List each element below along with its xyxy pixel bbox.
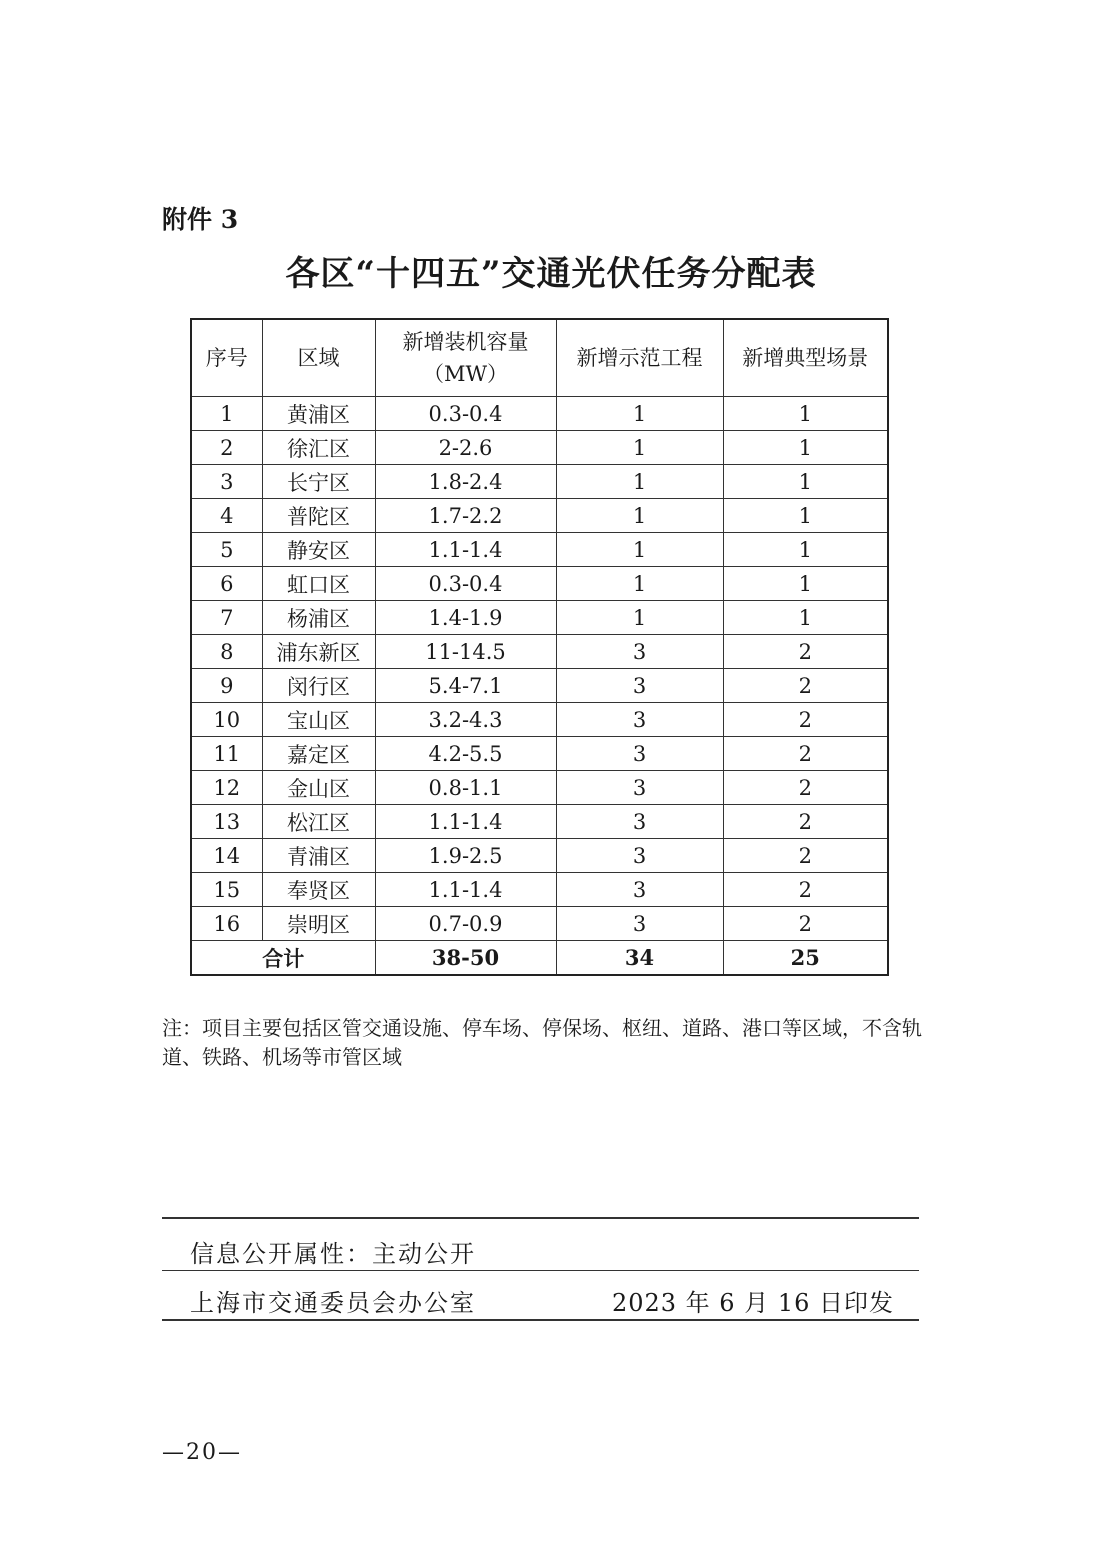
cell-district: 长宁区	[262, 465, 375, 499]
allocation-table	[190, 318, 889, 976]
cell-demo: 3	[556, 907, 723, 941]
cell-demo: 3	[556, 635, 723, 669]
cell-index: 12	[191, 771, 262, 805]
table-row	[191, 567, 888, 601]
cell-index: 4	[191, 499, 262, 533]
header-district: 区域	[262, 319, 375, 397]
cell-index: 14	[191, 839, 262, 873]
cell-demo: 3	[556, 805, 723, 839]
cell-demo: 1	[556, 465, 723, 499]
cell-demo: 1	[556, 601, 723, 635]
cell-index: 3	[191, 465, 262, 499]
table-row	[191, 601, 888, 635]
page-number: —20—	[162, 1440, 242, 1465]
table-row	[191, 805, 888, 839]
table-row	[191, 839, 888, 873]
table-row	[191, 703, 888, 737]
cell-scenes: 2	[723, 771, 888, 805]
issue-date: 2023 年 6 月 16 日印发	[611, 1289, 894, 1317]
cell-demo: 3	[556, 669, 723, 703]
cell-scenes: 2	[723, 737, 888, 771]
table-row	[191, 907, 888, 941]
disclosure-attribute: 信息公开属性：主动公开	[190, 1240, 476, 1268]
cell-district: 闵行区	[262, 669, 375, 703]
cell-capacity: 1.7-2.2	[375, 499, 556, 533]
table-row	[191, 873, 888, 907]
cell-scenes: 1	[723, 465, 888, 499]
cell-capacity: 3.2-4.3	[375, 703, 556, 737]
cell-index: 1	[191, 397, 262, 431]
cell-district: 嘉定区	[262, 737, 375, 771]
total-label: 合计	[191, 941, 375, 976]
cell-capacity: 11-14.5	[375, 635, 556, 669]
cell-capacity: 2-2.6	[375, 431, 556, 465]
cell-district: 青浦区	[262, 839, 375, 873]
cell-demo: 1	[556, 431, 723, 465]
cell-capacity: 0.7-0.9	[375, 907, 556, 941]
cell-scenes: 1	[723, 567, 888, 601]
table-note: 注：项目主要包括区管交通设施、停车场、停保场、枢纽、道路、港口等区域，不含轨道、铁路、机场等市管区域	[162, 1016, 922, 1069]
cell-capacity: 0.3-0.4	[375, 397, 556, 431]
cell-scenes: 2	[723, 873, 888, 907]
cell-scenes: 1	[723, 499, 888, 533]
footer-rule-top	[162, 1217, 919, 1219]
cell-demo: 3	[556, 839, 723, 873]
cell-district: 崇明区	[262, 907, 375, 941]
table-row	[191, 431, 888, 465]
cell-index: 16	[191, 907, 262, 941]
table-header-row	[191, 319, 888, 397]
cell-district: 普陀区	[262, 499, 375, 533]
cell-demo: 1	[556, 397, 723, 431]
cell-capacity: 4.2-5.5	[375, 737, 556, 771]
table-row	[191, 737, 888, 771]
cell-index: 9	[191, 669, 262, 703]
total-scenes: 25	[723, 941, 888, 976]
issuer: 上海市交通委员会办公室	[190, 1289, 476, 1317]
cell-scenes: 2	[723, 703, 888, 737]
table-row	[191, 499, 888, 533]
cell-index: 10	[191, 703, 262, 737]
cell-demo: 3	[556, 737, 723, 771]
cell-capacity: 1.1-1.4	[375, 873, 556, 907]
cell-capacity: 0.3-0.4	[375, 567, 556, 601]
cell-index: 6	[191, 567, 262, 601]
cell-demo: 1	[556, 499, 723, 533]
cell-scenes: 2	[723, 805, 888, 839]
cell-district: 静安区	[262, 533, 375, 567]
cell-index: 15	[191, 873, 262, 907]
cell-demo: 3	[556, 703, 723, 737]
cell-capacity: 0.8-1.1	[375, 771, 556, 805]
cell-capacity: 1.9-2.5	[375, 839, 556, 873]
cell-index: 5	[191, 533, 262, 567]
cell-capacity: 1.8-2.4	[375, 465, 556, 499]
cell-scenes: 2	[723, 635, 888, 669]
cell-demo: 3	[556, 873, 723, 907]
cell-district: 杨浦区	[262, 601, 375, 635]
cell-district: 奉贤区	[262, 873, 375, 907]
cell-index: 2	[191, 431, 262, 465]
cell-capacity: 1.1-1.4	[375, 805, 556, 839]
header-index: 序号	[191, 319, 262, 397]
cell-demo: 1	[556, 567, 723, 601]
total-demo: 34	[556, 941, 723, 976]
table-row	[191, 635, 888, 669]
cell-district: 松江区	[262, 805, 375, 839]
table-row	[191, 397, 888, 431]
header-demo-projects: 新增示范工程	[556, 319, 723, 397]
cell-district: 徐汇区	[262, 431, 375, 465]
cell-district: 虹口区	[262, 567, 375, 601]
cell-index: 8	[191, 635, 262, 669]
cell-capacity: 1.4-1.9	[375, 601, 556, 635]
footer-rule-bottom	[162, 1319, 919, 1321]
footer-rule-middle	[162, 1270, 919, 1271]
cell-capacity: 1.1-1.4	[375, 533, 556, 567]
cell-capacity: 5.4-7.1	[375, 669, 556, 703]
cell-district: 宝山区	[262, 703, 375, 737]
header-capacity: 新增装机容量 （MW）	[375, 319, 556, 397]
cell-index: 13	[191, 805, 262, 839]
cell-scenes: 2	[723, 839, 888, 873]
cell-scenes: 2	[723, 907, 888, 941]
cell-district: 金山区	[262, 771, 375, 805]
cell-scenes: 1	[723, 533, 888, 567]
cell-index: 11	[191, 737, 262, 771]
total-capacity: 38-50	[375, 941, 556, 976]
cell-index: 7	[191, 601, 262, 635]
cell-district: 黄浦区	[262, 397, 375, 431]
cell-demo: 1	[556, 533, 723, 567]
header-scenes: 新增典型场景	[723, 319, 888, 397]
table-row	[191, 771, 888, 805]
total-row	[191, 941, 888, 976]
cell-scenes: 1	[723, 601, 888, 635]
cell-demo: 3	[556, 771, 723, 805]
page-title: 各区“十四五”交通光伏任务分配表	[285, 254, 817, 294]
attachment-label: 附件 3	[162, 205, 239, 234]
table-row	[191, 533, 888, 567]
cell-district: 浦东新区	[262, 635, 375, 669]
cell-scenes: 1	[723, 431, 888, 465]
table-row	[191, 465, 888, 499]
cell-scenes: 1	[723, 397, 888, 431]
table-row	[191, 669, 888, 703]
cell-scenes: 2	[723, 669, 888, 703]
